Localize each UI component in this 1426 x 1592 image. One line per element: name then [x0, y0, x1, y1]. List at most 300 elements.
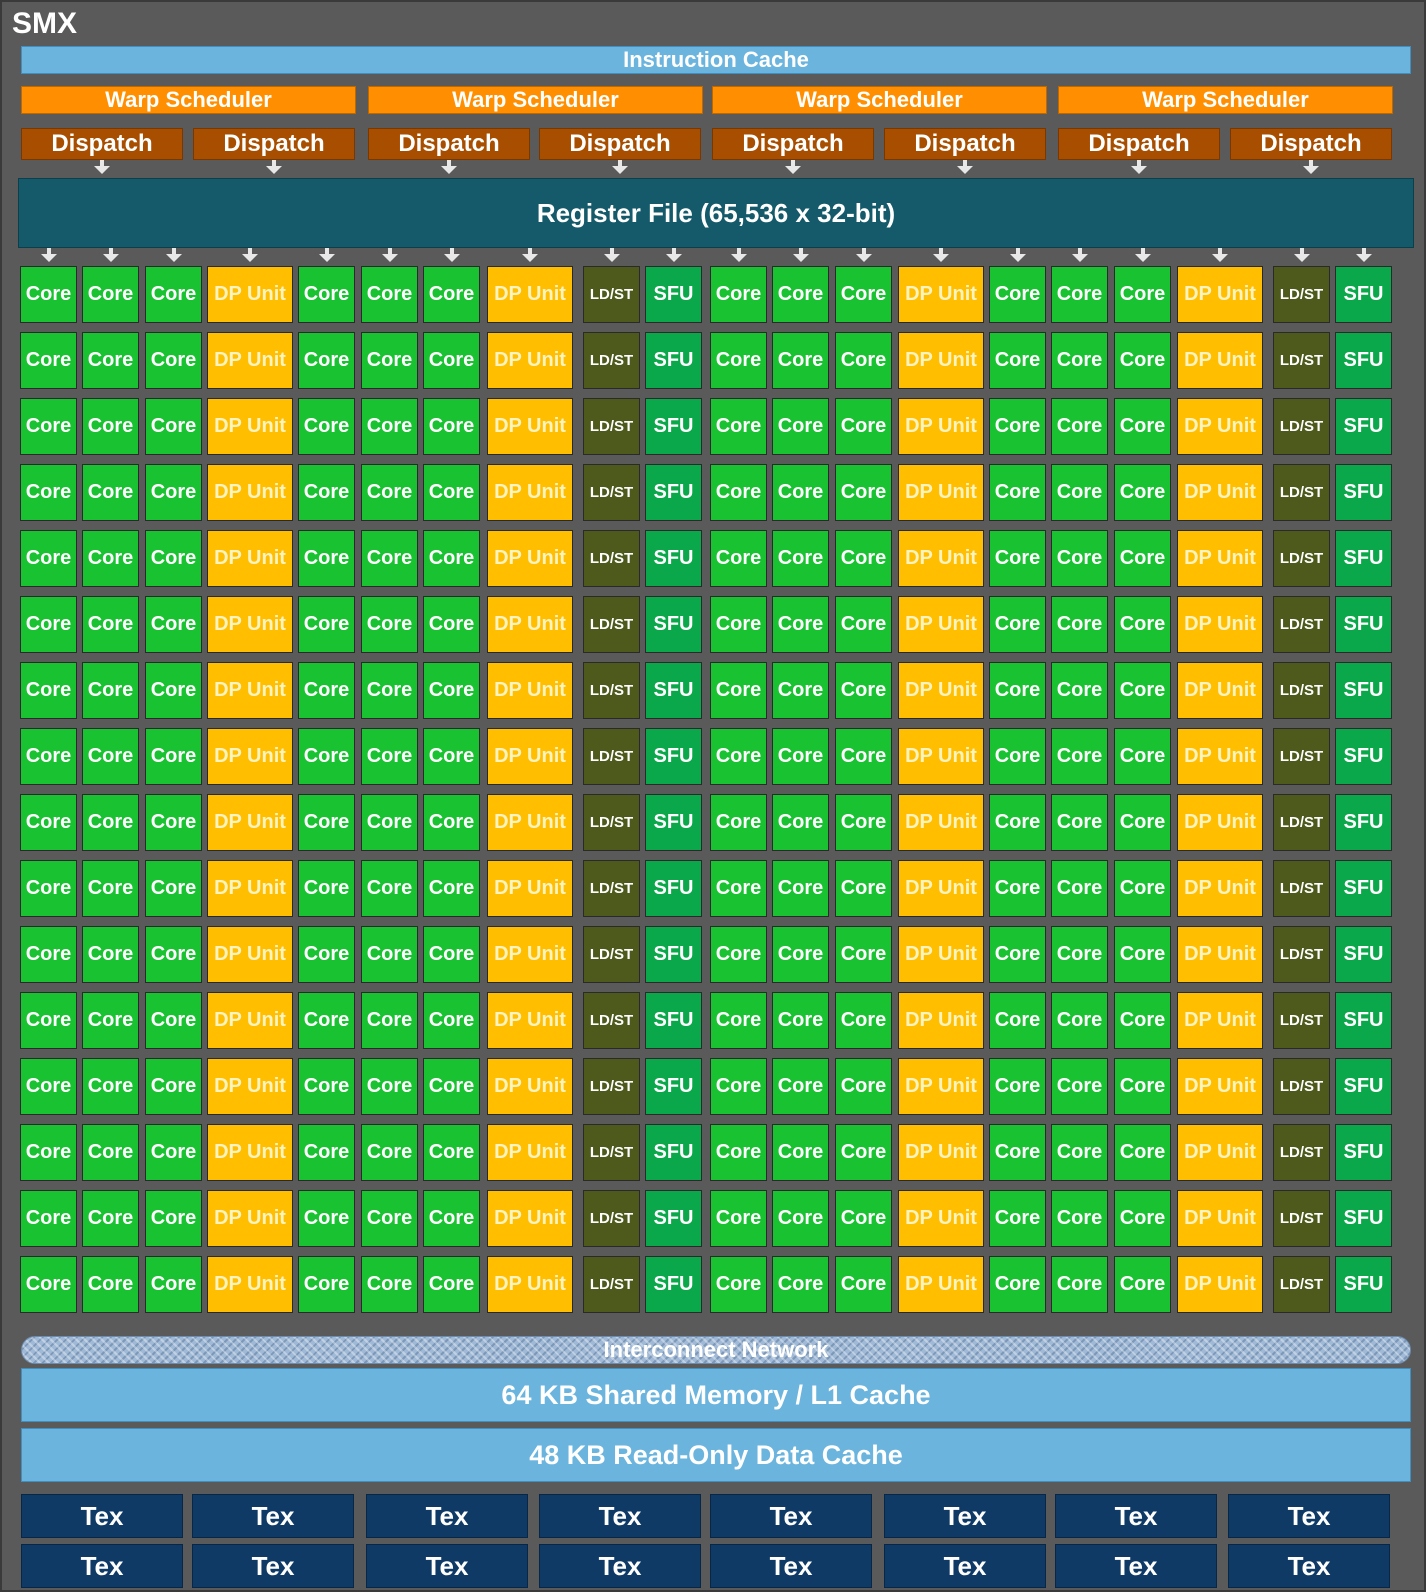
dp-unit: DP Unit	[207, 662, 293, 719]
dp-unit: DP Unit	[1177, 398, 1263, 455]
core-unit: Core	[298, 266, 355, 323]
dp-unit: DP Unit	[898, 530, 984, 587]
core-unit: Core	[710, 1256, 767, 1313]
core-unit: Core	[710, 1058, 767, 1115]
core-unit: Core	[82, 1058, 139, 1115]
texture-unit: Tex	[884, 1544, 1046, 1588]
core-unit: Core	[989, 662, 1046, 719]
texture-unit: Tex	[539, 1494, 701, 1538]
core-unit: Core	[1114, 926, 1171, 983]
core-unit: Core	[361, 1256, 418, 1313]
core-unit: Core	[20, 266, 77, 323]
arrow-down-icon	[1303, 166, 1319, 174]
texture-unit: Tex	[1228, 1544, 1390, 1588]
core-unit: Core	[423, 728, 480, 785]
arrow-down-icon	[522, 254, 538, 262]
core-unit: Core	[989, 1190, 1046, 1247]
core-unit: Core	[82, 860, 139, 917]
ldst-unit: LD/ST	[583, 926, 640, 983]
arrow-down-icon	[166, 254, 182, 262]
core-unit: Core	[298, 464, 355, 521]
warp-scheduler: Warp Scheduler	[1058, 86, 1393, 114]
texture-unit: Tex	[710, 1544, 872, 1588]
dp-unit: DP Unit	[898, 1256, 984, 1313]
core-unit: Core	[423, 1256, 480, 1313]
dp-unit: DP Unit	[898, 596, 984, 653]
core-unit: Core	[423, 530, 480, 587]
sfu-unit: SFU	[645, 1124, 702, 1181]
core-unit: Core	[20, 926, 77, 983]
core-unit: Core	[423, 794, 480, 851]
sfu-unit: SFU	[1335, 1256, 1392, 1313]
dp-unit: DP Unit	[207, 728, 293, 785]
core-unit: Core	[298, 662, 355, 719]
core-unit: Core	[423, 596, 480, 653]
core-unit: Core	[145, 530, 202, 587]
ldst-unit: LD/ST	[583, 266, 640, 323]
core-unit: Core	[1051, 662, 1108, 719]
core-unit: Core	[1051, 728, 1108, 785]
ldst-unit: LD/ST	[583, 1190, 640, 1247]
arrow-down-icon	[266, 166, 282, 174]
shared-memory-l1-cache: 64 KB Shared Memory / L1 Cache	[21, 1368, 1411, 1422]
arrow-down-icon	[604, 254, 620, 262]
core-unit: Core	[20, 1190, 77, 1247]
core-unit: Core	[772, 662, 829, 719]
core-unit: Core	[710, 926, 767, 983]
ldst-unit: LD/ST	[1273, 332, 1330, 389]
ldst-unit: LD/ST	[583, 992, 640, 1049]
sfu-unit: SFU	[1335, 596, 1392, 653]
core-unit: Core	[710, 332, 767, 389]
sfu-unit: SFU	[645, 266, 702, 323]
core-unit: Core	[361, 926, 418, 983]
dp-unit: DP Unit	[898, 926, 984, 983]
core-unit: Core	[1114, 860, 1171, 917]
core-unit: Core	[298, 728, 355, 785]
sfu-unit: SFU	[1335, 464, 1392, 521]
ldst-unit: LD/ST	[583, 728, 640, 785]
core-unit: Core	[1114, 464, 1171, 521]
core-unit: Core	[1114, 1058, 1171, 1115]
ldst-unit: LD/ST	[1273, 464, 1330, 521]
arrow-down-icon	[933, 254, 949, 262]
dispatch-unit: Dispatch	[368, 128, 530, 160]
instruction-cache: Instruction Cache	[21, 46, 1411, 74]
core-unit: Core	[1114, 992, 1171, 1049]
dp-unit: DP Unit	[1177, 794, 1263, 851]
core-unit: Core	[82, 464, 139, 521]
core-unit: Core	[1051, 464, 1108, 521]
core-unit: Core	[298, 926, 355, 983]
core-unit: Core	[145, 1256, 202, 1313]
core-unit: Core	[298, 1058, 355, 1115]
dp-unit: DP Unit	[207, 1190, 293, 1247]
core-unit: Core	[835, 1058, 892, 1115]
texture-unit: Tex	[884, 1494, 1046, 1538]
core-unit: Core	[298, 398, 355, 455]
core-unit: Core	[145, 266, 202, 323]
ldst-unit: LD/ST	[583, 596, 640, 653]
dp-unit: DP Unit	[487, 1124, 573, 1181]
core-unit: Core	[710, 464, 767, 521]
core-unit: Core	[361, 464, 418, 521]
core-unit: Core	[1114, 662, 1171, 719]
sfu-unit: SFU	[645, 662, 702, 719]
core-unit: Core	[20, 992, 77, 1049]
core-unit: Core	[82, 266, 139, 323]
dp-unit: DP Unit	[207, 794, 293, 851]
sfu-unit: SFU	[645, 794, 702, 851]
core-unit: Core	[1051, 530, 1108, 587]
core-unit: Core	[423, 860, 480, 917]
sfu-unit: SFU	[1335, 662, 1392, 719]
core-unit: Core	[710, 596, 767, 653]
core-unit: Core	[145, 332, 202, 389]
core-unit: Core	[361, 1190, 418, 1247]
dispatch-unit: Dispatch	[712, 128, 874, 160]
core-unit: Core	[298, 332, 355, 389]
sfu-unit: SFU	[645, 530, 702, 587]
dp-unit: DP Unit	[898, 794, 984, 851]
ldst-unit: LD/ST	[1273, 1190, 1330, 1247]
core-unit: Core	[772, 464, 829, 521]
dispatch-unit: Dispatch	[193, 128, 355, 160]
core-unit: Core	[20, 1124, 77, 1181]
arrow-down-icon	[94, 166, 110, 174]
ldst-unit: LD/ST	[1273, 728, 1330, 785]
core-unit: Core	[772, 530, 829, 587]
core-unit: Core	[423, 992, 480, 1049]
core-unit: Core	[989, 1058, 1046, 1115]
core-unit: Core	[298, 530, 355, 587]
arrow-down-icon	[41, 254, 57, 262]
sfu-unit: SFU	[645, 1256, 702, 1313]
sfu-unit: SFU	[1335, 332, 1392, 389]
ldst-unit: LD/ST	[583, 1124, 640, 1181]
dp-unit: DP Unit	[898, 992, 984, 1049]
core-unit: Core	[423, 398, 480, 455]
dp-unit: DP Unit	[487, 860, 573, 917]
dp-unit: DP Unit	[207, 464, 293, 521]
core-unit: Core	[772, 860, 829, 917]
sfu-unit: SFU	[645, 992, 702, 1049]
dp-unit: DP Unit	[487, 596, 573, 653]
dp-unit: DP Unit	[207, 926, 293, 983]
core-unit: Core	[20, 530, 77, 587]
texture-unit: Tex	[192, 1494, 354, 1538]
core-unit: Core	[835, 728, 892, 785]
core-unit: Core	[82, 1190, 139, 1247]
arrow-down-icon	[382, 254, 398, 262]
sfu-unit: SFU	[645, 728, 702, 785]
core-unit: Core	[1114, 794, 1171, 851]
arrow-down-icon	[785, 166, 801, 174]
core-unit: Core	[835, 530, 892, 587]
dp-unit: DP Unit	[207, 1058, 293, 1115]
core-unit: Core	[1051, 266, 1108, 323]
dp-unit: DP Unit	[487, 794, 573, 851]
core-unit: Core	[1114, 332, 1171, 389]
core-unit: Core	[82, 398, 139, 455]
core-unit: Core	[361, 398, 418, 455]
dp-unit: DP Unit	[1177, 1058, 1263, 1115]
core-unit: Core	[835, 992, 892, 1049]
register-file: Register File (65,536 x 32-bit)	[18, 178, 1414, 248]
core-unit: Core	[710, 794, 767, 851]
core-unit: Core	[710, 1190, 767, 1247]
core-unit: Core	[772, 266, 829, 323]
dp-unit: DP Unit	[898, 728, 984, 785]
core-unit: Core	[145, 1190, 202, 1247]
core-unit: Core	[1114, 1190, 1171, 1247]
dp-unit: DP Unit	[207, 992, 293, 1049]
warp-scheduler: Warp Scheduler	[21, 86, 356, 114]
arrow-down-icon	[103, 254, 119, 262]
texture-unit: Tex	[21, 1544, 183, 1588]
core-unit: Core	[361, 1124, 418, 1181]
core-unit: Core	[835, 332, 892, 389]
arrow-down-icon	[957, 166, 973, 174]
arrow-down-icon	[731, 254, 747, 262]
sfu-unit: SFU	[1335, 398, 1392, 455]
core-unit: Core	[1051, 794, 1108, 851]
dp-unit: DP Unit	[207, 266, 293, 323]
core-unit: Core	[145, 1124, 202, 1181]
core-unit: Core	[20, 662, 77, 719]
sfu-unit: SFU	[645, 860, 702, 917]
core-unit: Core	[82, 1124, 139, 1181]
core-unit: Core	[772, 1256, 829, 1313]
ldst-unit: LD/ST	[1273, 926, 1330, 983]
texture-unit: Tex	[1055, 1544, 1217, 1588]
arrow-down-icon	[1294, 254, 1310, 262]
core-unit: Core	[710, 1124, 767, 1181]
sfu-unit: SFU	[1335, 992, 1392, 1049]
core-unit: Core	[1051, 596, 1108, 653]
core-unit: Core	[772, 728, 829, 785]
core-unit: Core	[989, 530, 1046, 587]
sfu-unit: SFU	[645, 596, 702, 653]
dp-unit: DP Unit	[487, 464, 573, 521]
texture-unit: Tex	[1228, 1494, 1390, 1538]
core-unit: Core	[989, 332, 1046, 389]
read-only-data-cache: 48 KB Read-Only Data Cache	[21, 1428, 1411, 1482]
core-unit: Core	[772, 992, 829, 1049]
core-unit: Core	[835, 398, 892, 455]
texture-unit: Tex	[539, 1544, 701, 1588]
dispatch-unit: Dispatch	[1058, 128, 1220, 160]
core-unit: Core	[1051, 992, 1108, 1049]
core-unit: Core	[82, 992, 139, 1049]
core-unit: Core	[710, 992, 767, 1049]
core-unit: Core	[1051, 860, 1108, 917]
core-unit: Core	[710, 860, 767, 917]
dp-unit: DP Unit	[1177, 1190, 1263, 1247]
ldst-unit: LD/ST	[1273, 992, 1330, 1049]
core-unit: Core	[710, 662, 767, 719]
texture-unit: Tex	[710, 1494, 872, 1538]
core-unit: Core	[989, 596, 1046, 653]
core-unit: Core	[82, 596, 139, 653]
ldst-unit: LD/ST	[583, 1058, 640, 1115]
core-unit: Core	[1051, 1256, 1108, 1313]
core-unit: Core	[835, 860, 892, 917]
core-unit: Core	[1051, 398, 1108, 455]
core-unit: Core	[710, 530, 767, 587]
core-unit: Core	[835, 1256, 892, 1313]
ldst-unit: LD/ST	[1273, 662, 1330, 719]
dp-unit: DP Unit	[207, 1124, 293, 1181]
core-unit: Core	[772, 1190, 829, 1247]
core-unit: Core	[772, 398, 829, 455]
core-unit: Core	[772, 332, 829, 389]
core-unit: Core	[1051, 1190, 1108, 1247]
core-unit: Core	[20, 1058, 77, 1115]
core-unit: Core	[835, 1124, 892, 1181]
core-unit: Core	[298, 860, 355, 917]
arrow-down-icon	[242, 254, 258, 262]
core-unit: Core	[1051, 926, 1108, 983]
core-unit: Core	[835, 1190, 892, 1247]
core-unit: Core	[82, 332, 139, 389]
ldst-unit: LD/ST	[1273, 794, 1330, 851]
ldst-unit: LD/ST	[1273, 1058, 1330, 1115]
core-unit: Core	[361, 794, 418, 851]
dispatch-unit: Dispatch	[884, 128, 1046, 160]
core-unit: Core	[298, 596, 355, 653]
sfu-unit: SFU	[645, 1190, 702, 1247]
dp-unit: DP Unit	[487, 662, 573, 719]
sfu-unit: SFU	[1335, 926, 1392, 983]
dispatch-unit: Dispatch	[1230, 128, 1392, 160]
core-unit: Core	[20, 794, 77, 851]
dp-unit: DP Unit	[1177, 1124, 1263, 1181]
dp-unit: DP Unit	[487, 728, 573, 785]
core-unit: Core	[772, 794, 829, 851]
core-unit: Core	[298, 1190, 355, 1247]
texture-unit: Tex	[366, 1494, 528, 1538]
dp-unit: DP Unit	[207, 860, 293, 917]
sfu-unit: SFU	[1335, 1190, 1392, 1247]
core-unit: Core	[423, 662, 480, 719]
dp-unit: DP Unit	[487, 1190, 573, 1247]
core-unit: Core	[145, 992, 202, 1049]
core-unit: Core	[20, 860, 77, 917]
core-unit: Core	[1114, 266, 1171, 323]
core-unit: Core	[361, 728, 418, 785]
core-unit: Core	[423, 1124, 480, 1181]
core-unit: Core	[710, 266, 767, 323]
core-unit: Core	[1114, 1256, 1171, 1313]
core-unit: Core	[989, 266, 1046, 323]
core-unit: Core	[1051, 1058, 1108, 1115]
core-unit: Core	[361, 596, 418, 653]
arrow-down-icon	[1356, 254, 1372, 262]
core-unit: Core	[835, 926, 892, 983]
dispatch-unit: Dispatch	[539, 128, 701, 160]
core-unit: Core	[1051, 332, 1108, 389]
arrow-down-icon	[666, 254, 682, 262]
core-unit: Core	[361, 266, 418, 323]
core-unit: Core	[989, 992, 1046, 1049]
arrow-down-icon	[856, 254, 872, 262]
dp-unit: DP Unit	[487, 398, 573, 455]
core-unit: Core	[772, 926, 829, 983]
core-unit: Core	[835, 266, 892, 323]
ldst-unit: LD/ST	[1273, 1124, 1330, 1181]
core-unit: Core	[423, 926, 480, 983]
arrow-down-icon	[1212, 254, 1228, 262]
dp-unit: DP Unit	[898, 1190, 984, 1247]
core-unit: Core	[423, 464, 480, 521]
core-unit: Core	[989, 926, 1046, 983]
sfu-unit: SFU	[1335, 266, 1392, 323]
core-unit: Core	[82, 728, 139, 785]
ldst-unit: LD/ST	[1273, 860, 1330, 917]
core-unit: Core	[1114, 596, 1171, 653]
core-unit: Core	[835, 794, 892, 851]
texture-unit: Tex	[1055, 1494, 1217, 1538]
dp-unit: DP Unit	[207, 530, 293, 587]
core-unit: Core	[20, 398, 77, 455]
core-unit: Core	[145, 926, 202, 983]
core-unit: Core	[82, 530, 139, 587]
dp-unit: DP Unit	[1177, 926, 1263, 983]
sfu-unit: SFU	[645, 398, 702, 455]
core-unit: Core	[20, 596, 77, 653]
dp-unit: DP Unit	[898, 1124, 984, 1181]
core-unit: Core	[989, 398, 1046, 455]
dp-unit: DP Unit	[898, 662, 984, 719]
core-unit: Core	[989, 860, 1046, 917]
ldst-unit: LD/ST	[1273, 1256, 1330, 1313]
core-unit: Core	[82, 1256, 139, 1313]
core-unit: Core	[423, 266, 480, 323]
dp-unit: DP Unit	[487, 1256, 573, 1313]
core-unit: Core	[361, 332, 418, 389]
dp-unit: DP Unit	[487, 332, 573, 389]
ldst-unit: LD/ST	[583, 1256, 640, 1313]
sfu-unit: SFU	[645, 1058, 702, 1115]
dp-unit: DP Unit	[898, 398, 984, 455]
ldst-unit: LD/ST	[1273, 266, 1330, 323]
core-unit: Core	[145, 596, 202, 653]
dp-unit: DP Unit	[487, 926, 573, 983]
core-unit: Core	[361, 860, 418, 917]
dp-unit: DP Unit	[487, 530, 573, 587]
core-unit: Core	[145, 464, 202, 521]
arrow-down-icon	[612, 166, 628, 174]
core-unit: Core	[989, 1256, 1046, 1313]
ldst-unit: LD/ST	[583, 860, 640, 917]
ldst-unit: LD/ST	[583, 398, 640, 455]
dp-unit: DP Unit	[1177, 860, 1263, 917]
sfu-unit: SFU	[645, 926, 702, 983]
sfu-unit: SFU	[645, 332, 702, 389]
sfu-unit: SFU	[1335, 530, 1392, 587]
core-unit: Core	[145, 860, 202, 917]
texture-unit: Tex	[366, 1544, 528, 1588]
ldst-unit: LD/ST	[583, 662, 640, 719]
core-unit: Core	[361, 992, 418, 1049]
ldst-unit: LD/ST	[583, 332, 640, 389]
core-unit: Core	[1114, 530, 1171, 587]
core-unit: Core	[772, 1124, 829, 1181]
ldst-unit: LD/ST	[1273, 398, 1330, 455]
arrow-down-icon	[444, 254, 460, 262]
sfu-unit: SFU	[1335, 794, 1392, 851]
